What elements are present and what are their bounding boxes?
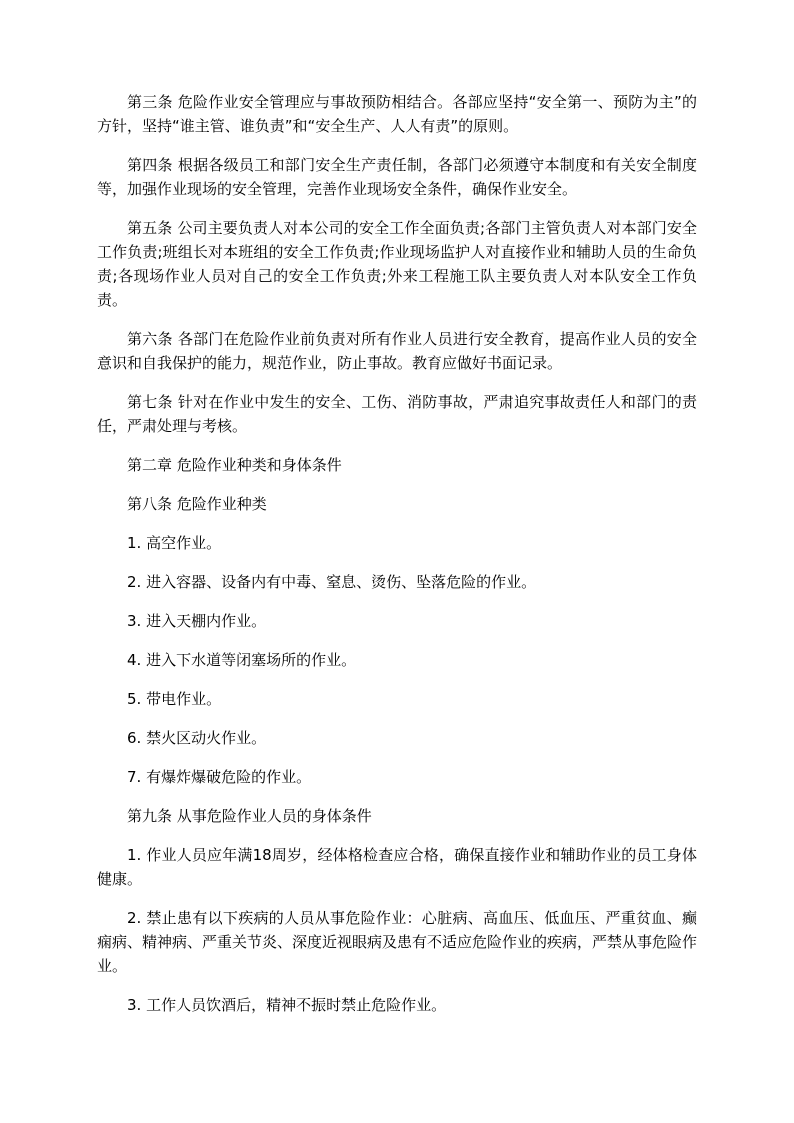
list-item: 4. 进入下水道等闭塞场所的作业。	[127, 651, 357, 669]
list-item: 6. 禁火区动火作业。	[127, 729, 267, 747]
list-item: 1. 高空作业。	[127, 534, 222, 552]
list-item: 2. 禁止患有以下疾病的人员从事危险作业：心脏病、高血压、低血压、严重贫血、癫痫病、精神病、严重关节炎、深度近视眼病及患有不适应危险作业的疾病，严禁从事危险作业。	[97, 909, 698, 975]
paragraph-article-4: 第四条 根据各级员工和部门安全生产责任制，各部门必须遵守本制度和有关安全制度等，加强作业现场的安全管理，完善作业现场安全条件，确保作业安全。	[97, 156, 697, 198]
paragraph-article-7: 第七条 针对在作业中发生的安全、工伤、消防事故，严肃追究事故责任人和部门的责任，严肃处理与考核。	[97, 393, 697, 435]
paragraph-article-6: 第六条 各部门在危险作业前负责对所有作业人员进行安全教育，提高作业人员的安全意识和自我保护的能力，规范作业，防止事故。教育应做好书面记录。	[97, 330, 697, 372]
list-item: 7. 有爆炸爆破危险的作业。	[127, 768, 312, 786]
list-item: 3. 工作人员饮酒后，精神不振时禁止危险作业。	[127, 996, 447, 1014]
document-body	[97, 90, 697, 1032]
paragraph-article-9: 第九条 从事危险作业人员的身体条件	[127, 807, 372, 825]
chapter-heading-2: 第二章 危险作业种类和身体条件	[127, 456, 342, 474]
list-item: 5. 带电作业。	[127, 690, 222, 708]
list-item: 2. 进入容器、设备内有中毒、窒息、烫伤、坠落危险的作业。	[127, 573, 537, 591]
paragraph-article-3: 第三条 危险作业安全管理应与事故预防相结合。各部应坚持“安全第一、预防为主”的方针，坚持“谁主管、谁负责”和“安全生产、人人有责”的原则。	[97, 93, 697, 135]
paragraph-article-8: 第八条 危险作业种类	[127, 495, 267, 513]
list-item: 1. 作业人员应年满18周岁，经体格检查应合格，确保直接作业和辅助作业的员工身体健康。	[97, 846, 697, 888]
paragraph-article-5: 第五条 公司主要负责人对本公司的安全工作全面负责;各部门主管负责人对本部门安全工作负责;班组长对本班组的安全工作负责;作业现场监护人对直接作业和辅助人员的生命负责;各现场作业人员对自己的安全工作负责;外来工程施工队主要负责人对本队安全工作负责。	[97, 219, 697, 309]
list-item: 3. 进入天棚内作业。	[127, 612, 267, 630]
